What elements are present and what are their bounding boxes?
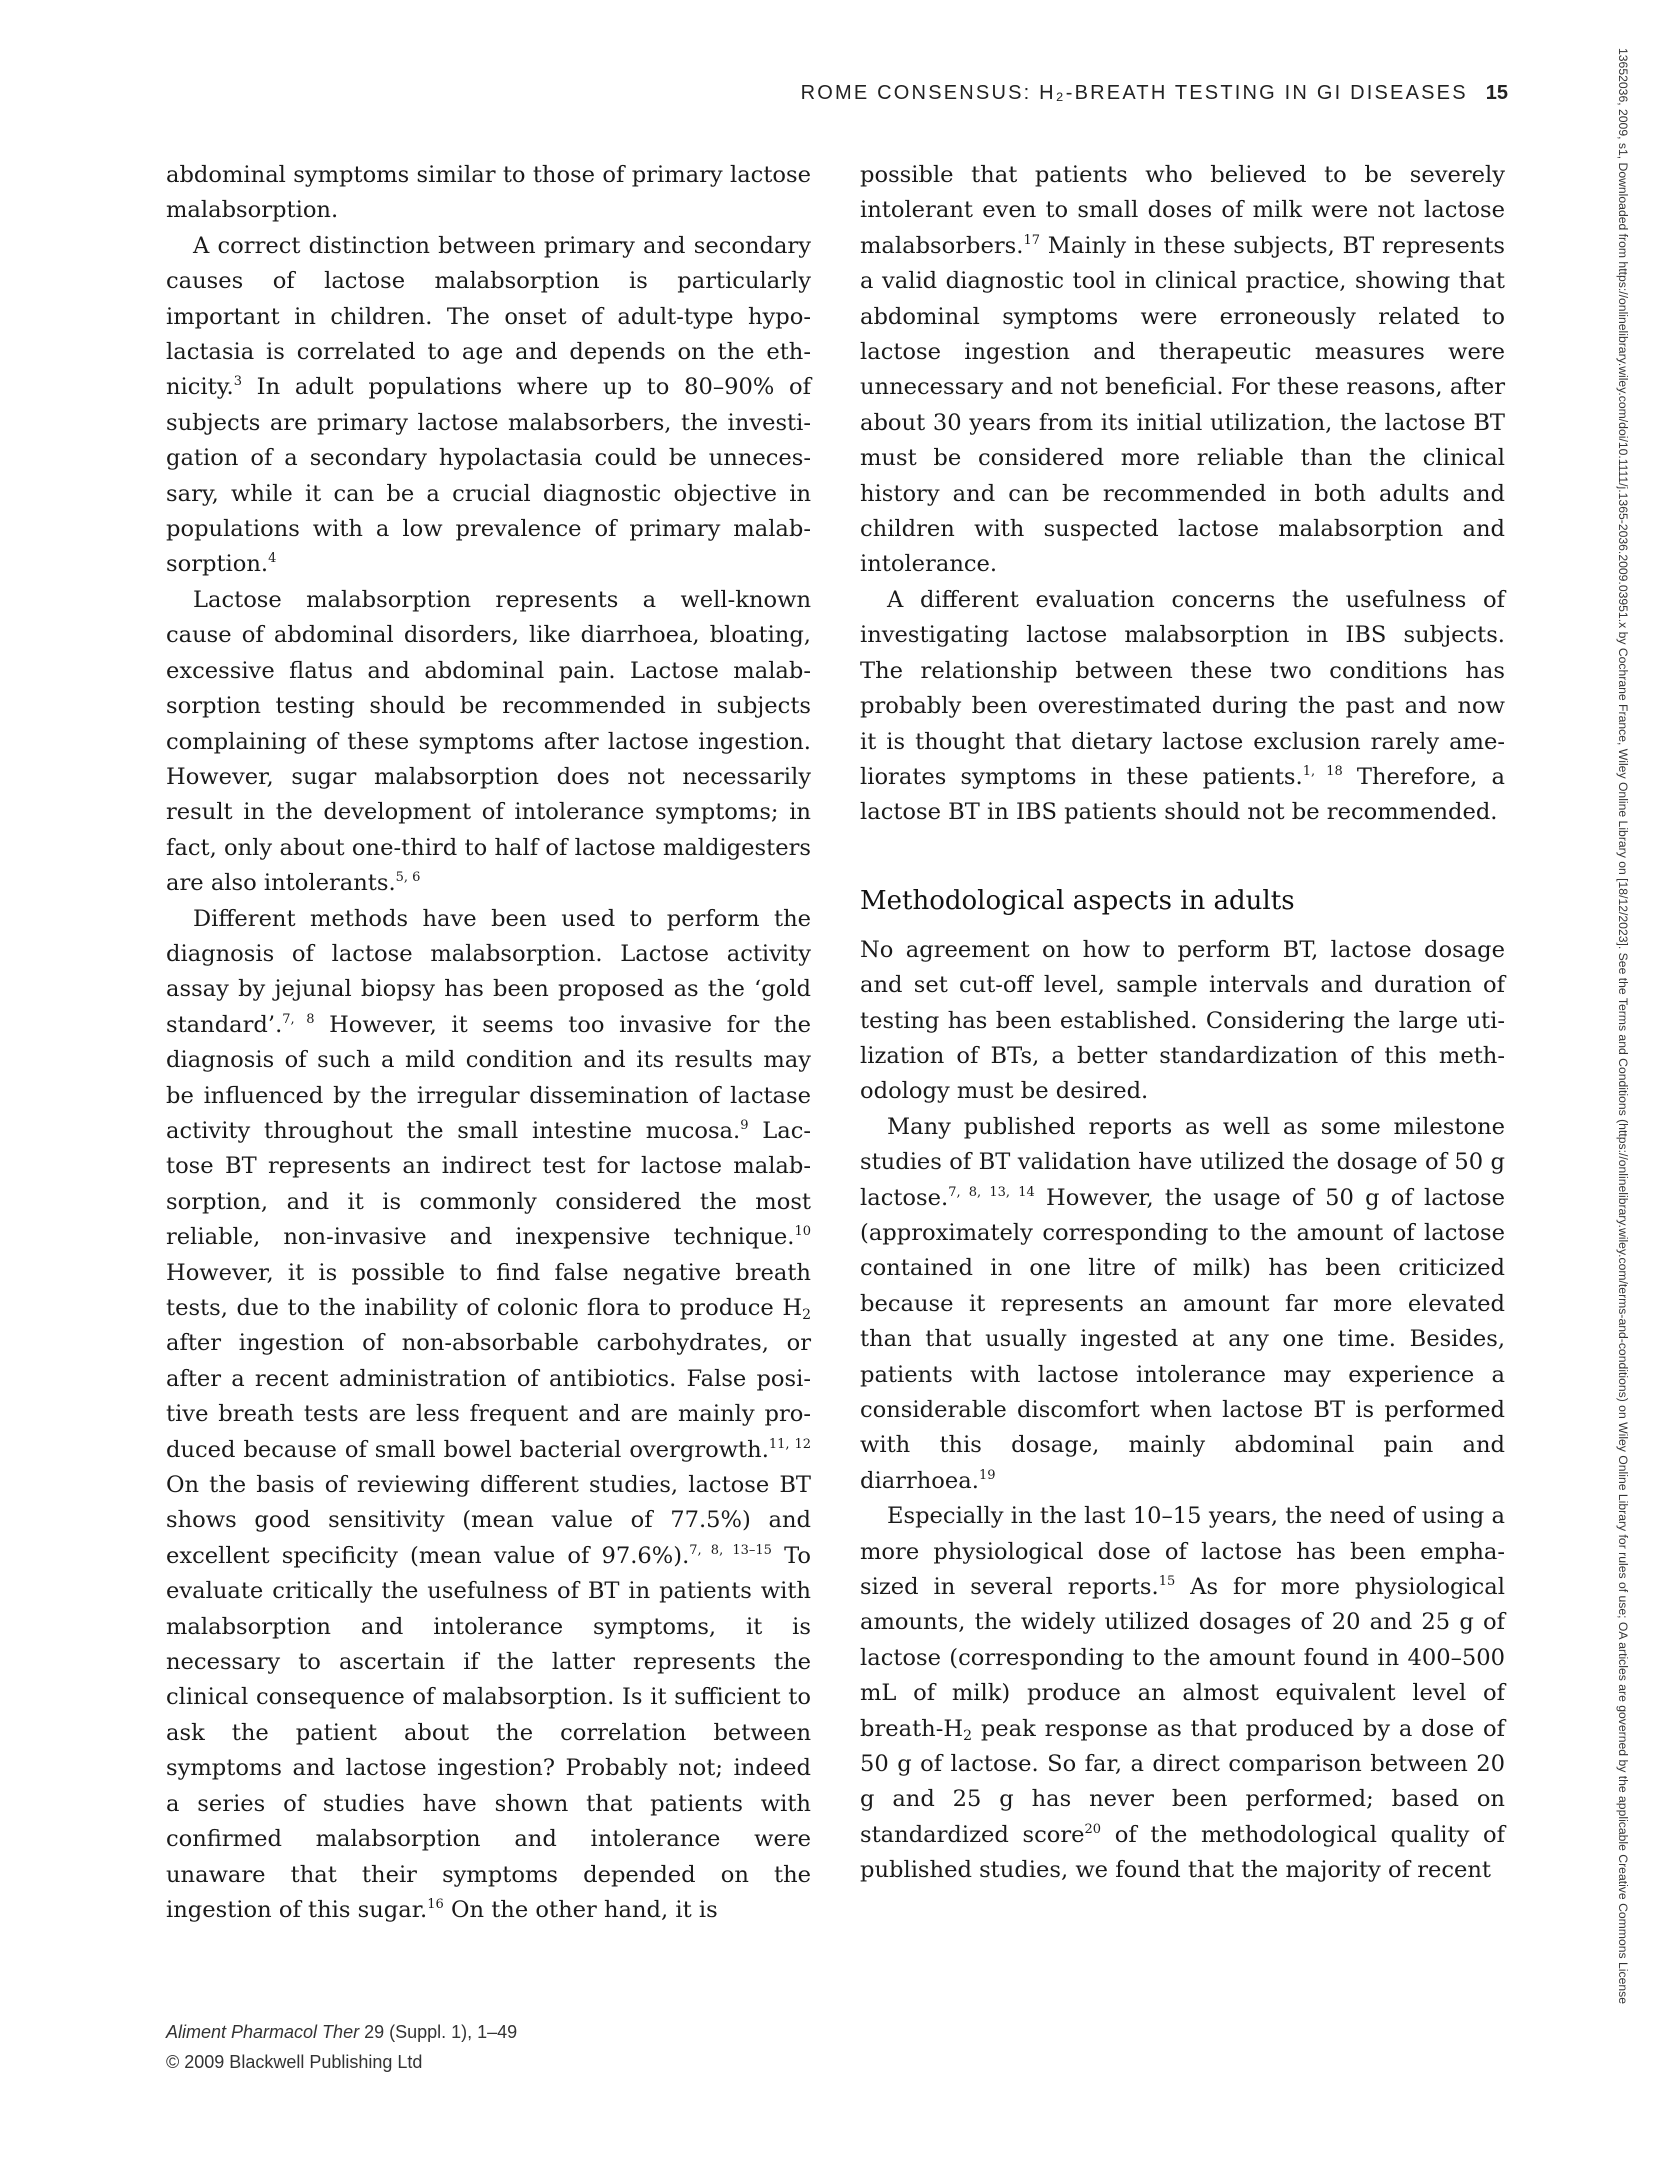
citation-ref: 9 bbox=[740, 1117, 749, 1133]
paragraph bbox=[166, 158, 811, 229]
paragraph bbox=[860, 158, 1505, 583]
text-run: On the basis of reviewing different studies, lactose BT shows good sensitivity (mean value of 77.5%) and excellent specificity (mean value of 97.6%). bbox=[166, 1472, 811, 1569]
text-run: Different methods have been used to perform the diagnosis of lactose malabsorption. Lactose activity assay by jejunal biopsy has been proposed as the ‘gold standard’. bbox=[166, 905, 811, 1038]
citation-ref: 7, 8, 13, 14 bbox=[948, 1184, 1035, 1200]
text-run: However, it seems too invasive for the diagnosis of such a mild condition and its results may be influenced by the irregular dissemination of lactase activity throughout the small intestine mucosa. bbox=[166, 1011, 812, 1144]
section-heading: Methodological aspects in adults bbox=[860, 885, 1295, 916]
citation-ref: 3 bbox=[233, 374, 242, 390]
text-run: of the methodological quality of published studies, we found that the majority of recent bbox=[860, 1821, 1505, 1884]
download-notice: 13652036, 2009, s1, Downloaded from https://onlinelibrary.wiley.com/doi/10.1111/j.1365-2036.2009.03951.x by Cochrane France, Wiley Online Library on [18/12/2023]. See the Terms and Conditions (https://onlinelibrary.wiley.com/terms-and-conditions) on Wiley Online Library for rules of use; OA articles are governed by the applicable Creative Commons License bbox=[1616, 48, 1630, 2004]
text-run: To evaluate critically the usefulness of BT in patients with malabsorption and intolerance symptoms, it is necessary to ascertain if the latter represents the clinical consequence of malabsorption. Is it sufficient to ask the patient about the correlation between symptoms and lactose ingestion? Probably not; indeed a series of studies have shown that patients with confirmed malabsorption and intolerance were unaware that their symptoms depended on the ingestion of this sugar. bbox=[166, 1542, 811, 1923]
text-run: Especially in the last 10–15 years, the need of using a more physiological dose of lactose has been emphasized in several reports. bbox=[860, 1503, 1505, 1601]
text-run: abdominal symptoms similar to those of primary lactose malabsorption. bbox=[166, 162, 811, 224]
citation-ref: 15 bbox=[1158, 1574, 1176, 1590]
download-notice-strip bbox=[1614, 48, 1632, 2128]
journal-name: Aliment Pharmacol Ther bbox=[166, 2022, 360, 2042]
text-run: However, it is possible to find false negative breath tests, due to the inability of colonic flora to produce H bbox=[166, 1259, 811, 1321]
citation-ref: 4 bbox=[268, 551, 277, 567]
citation-ref: 11, 12 bbox=[768, 1436, 811, 1452]
paragraph bbox=[860, 1110, 1505, 1499]
text-run: Many published reports as well as some milestone studies of BT validation have utilized the dosage of 50 g lactose. bbox=[860, 1113, 1505, 1211]
citation-ref: 7, 8 bbox=[282, 1011, 315, 1027]
text-run: peak response as that produced by a dose of 50 g of lactose. So far, a direct comparison between 20 g and 25 g has never been performed; based on standardized score bbox=[860, 1715, 1505, 1848]
citation-ref: 10 bbox=[794, 1224, 811, 1240]
text-run: A different evaluation concerns the usefulness of investigating lactose malabsorption in IBS subjects. The relationship between these two conditions has probably been overestimated during the past and now it is thought that dietary lactose exclusion rarely ameliorates symptoms in these patients. bbox=[860, 586, 1505, 790]
citation-ref: 16 bbox=[427, 1896, 444, 1912]
citation-ref: 1, 18 bbox=[1302, 763, 1343, 779]
page-footer bbox=[166, 2017, 517, 2077]
citation-ref: 20 bbox=[1084, 1821, 1102, 1837]
text-run: As for more physiological amounts, the widely utilized dosages of 20 and 25 g of lactose (corresponding to the amount found in 400–500 mL of milk) produce an almost equivalent level of breath-H bbox=[860, 1574, 1505, 1742]
text-run: On the other hand, it is bbox=[443, 1896, 718, 1923]
text-run: possible that patients who believed to be severely intolerant even to small doses of milk were not lactose malabsorbers. bbox=[860, 162, 1505, 259]
running-head bbox=[760, 82, 1508, 105]
page-number: 15 bbox=[1485, 82, 1508, 104]
copyright: © 2009 Blackwell Publishing Ltd bbox=[166, 2052, 423, 2072]
right-column bbox=[860, 158, 1505, 1889]
text-run: Lactose BT represents an indirect test for lactose malabsorption, and it is commonly considered the most reliable, non-invasive and inexpensive technique. bbox=[166, 1117, 811, 1251]
text-run: after ingestion of non-absorbable carbohydrates, or after a recent administration of antibiotics. False positive breath tests are less frequent and are mainly produced because of small bowel bacterial overgrowth. bbox=[166, 1330, 811, 1463]
paragraph bbox=[860, 1499, 1505, 1888]
text-run: However, the usage of 50 g of lactose (approximately corresponding to the amount of lactose contained in one litre of milk) has been criticized because it represents an amount far more elevated than that usually ingested at any one time. Besides, patients with lactose intolerance may experience a considerable discomfort when lactose BT is performed with this dosage, mainly abdominal pain and diarrhoea. bbox=[860, 1184, 1505, 1494]
citation-ref: 19 bbox=[978, 1467, 996, 1483]
subscript: 2 bbox=[963, 1727, 972, 1744]
text-run: A correct distinction between primary and secondary causes of lactose malabsorption is particularly important in children. The onset of adult-type hypolactasia is correlated to age and depends on the ethnicity. bbox=[166, 232, 811, 401]
volume-pages: 29 (Suppl. 1), 1–49 bbox=[359, 2022, 518, 2042]
paragraph bbox=[166, 229, 811, 583]
journal-citation bbox=[166, 2017, 517, 2047]
left-column bbox=[166, 158, 811, 1928]
running-title: ROME CONSENSUS: H₂-BREATH TESTING IN GI DISEASES bbox=[800, 82, 1468, 104]
paragraph bbox=[166, 902, 811, 1929]
text-run: Lactose malabsorption represents a well-known cause of abdominal disorders, like diarrhoea, bloating, excessive flatus and abdominal pain. Lactose malabsorption testing should be recommended in subjects complaining of these symptoms after lactose ingestion. However, sugar malabsorption does not necessarily result in the development of intolerance symptoms; in fact, only about one-third to half of lactose maldigesters are also intolerants. bbox=[166, 586, 811, 897]
paragraph bbox=[860, 583, 1505, 831]
text-run: In adult populations where up to 80–90% of subjects are primary lactose malabsorbers, the investigation of a secondary hypolactasia could be unnecessary, while it can be a crucial diagnostic objective in populations with a low prevalence of primary malabsorption. bbox=[166, 374, 811, 578]
citation-ref: 17 bbox=[1023, 232, 1041, 248]
text-run: Mainly in these subjects, BT represents a valid diagnostic tool in clinical practice, showing that abdominal symptoms were erroneously related to lactose ingestion and therapeutic measures were unnecessary and not beneficial. For these reasons, after about 30 years from its initial utilization, the lactose BT must be considered more reliable than the clinical history and can be recommended in both adults and children with suspected lactose malabsorption and intolerance. bbox=[860, 232, 1505, 578]
text-run: Therefore, a lactose BT in IBS patients should not be recommended. bbox=[860, 763, 1505, 826]
citation-ref: 5, 6 bbox=[395, 870, 421, 886]
paragraph bbox=[166, 583, 811, 902]
text-run: No agreement on how to perform BT, lactose dosage and set cut-off level, sample intervals and duration of testing has been established. Considering the large utilization of BTs, a better standardization of this methodology must be desired. bbox=[860, 936, 1505, 1105]
subscript: 2 bbox=[802, 1307, 811, 1323]
paragraph bbox=[860, 933, 1505, 1110]
citation-ref: 7, 8, 13–15 bbox=[689, 1542, 772, 1558]
